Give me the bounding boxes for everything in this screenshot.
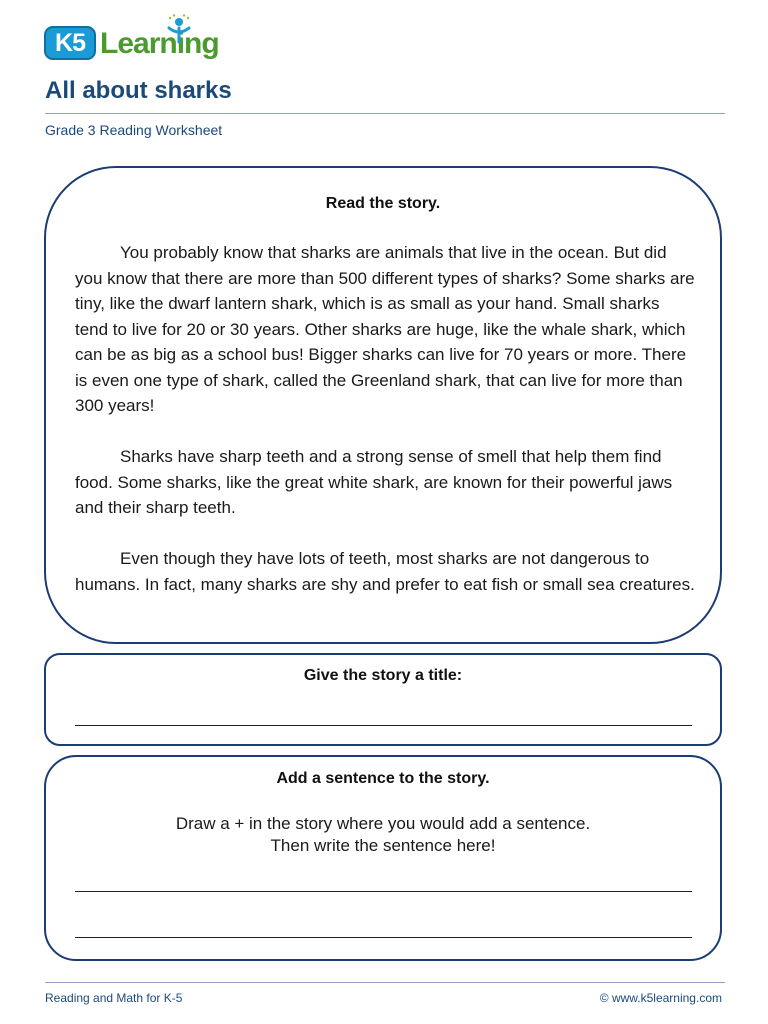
logo-k5-badge: K5 [44,26,96,60]
logo-wordmark: Learning [100,27,219,60]
story-paragraph: Sharks have sharp teeth and a strong sense of smell that help them find food. Some sharks, like the great white shark, are known for their powerful jaws and their sharp teeth. [75,447,673,517]
header-divider [45,113,725,114]
sentence-answer-line-1[interactable] [75,891,692,892]
sentence-box [44,755,722,961]
story-heading: Read the story. [325,195,441,212]
story-box [44,166,722,644]
title-answer-line[interactable] [75,725,692,726]
logo-figure-icon [164,14,194,44]
sentence-instruction-1: Draw a + in the story where you would add a sentence. [175,814,591,833]
footer-divider [45,982,725,983]
footer-tagline: Reading and Math for K-5 [45,991,183,1005]
worksheet-subtitle: Grade 3 Reading Worksheet [45,122,223,138]
worksheet-title: All about sharks [45,77,232,104]
story-paragraph: You probably know that sharks are animals that live in the ocean. But did you know that there are more than 500 different types of sharks? Some sharks are tiny, like the dwarf lantern shark, which is as small as your hand. Small sharks tend to live for 20 or 30 years. Other sharks are huge, like the whale shark, which can be as big as a school bus! Bigger sharks can live for 70 years or more. There is even one type of shark, called the Greenland shark, that can live for more than 300 years! [75,243,695,415]
story-text [75,240,695,597]
k5-learning-logo [44,14,219,64]
story-paragraph: Even though they have lots of teeth, most sharks are not dangerous to humans. In fact, many sharks are shy and prefer to eat fish or small sea creatures. [75,549,695,594]
title-heading: Give the story a title: [303,667,463,684]
sentence-heading: Add a sentence to the story. [276,770,490,787]
title-box [44,653,722,746]
sentence-instruction-2: Then write the sentence here! [270,836,496,855]
footer-website: © www.k5learning.com [599,991,722,1005]
sentence-answer-line-2[interactable] [75,937,692,938]
